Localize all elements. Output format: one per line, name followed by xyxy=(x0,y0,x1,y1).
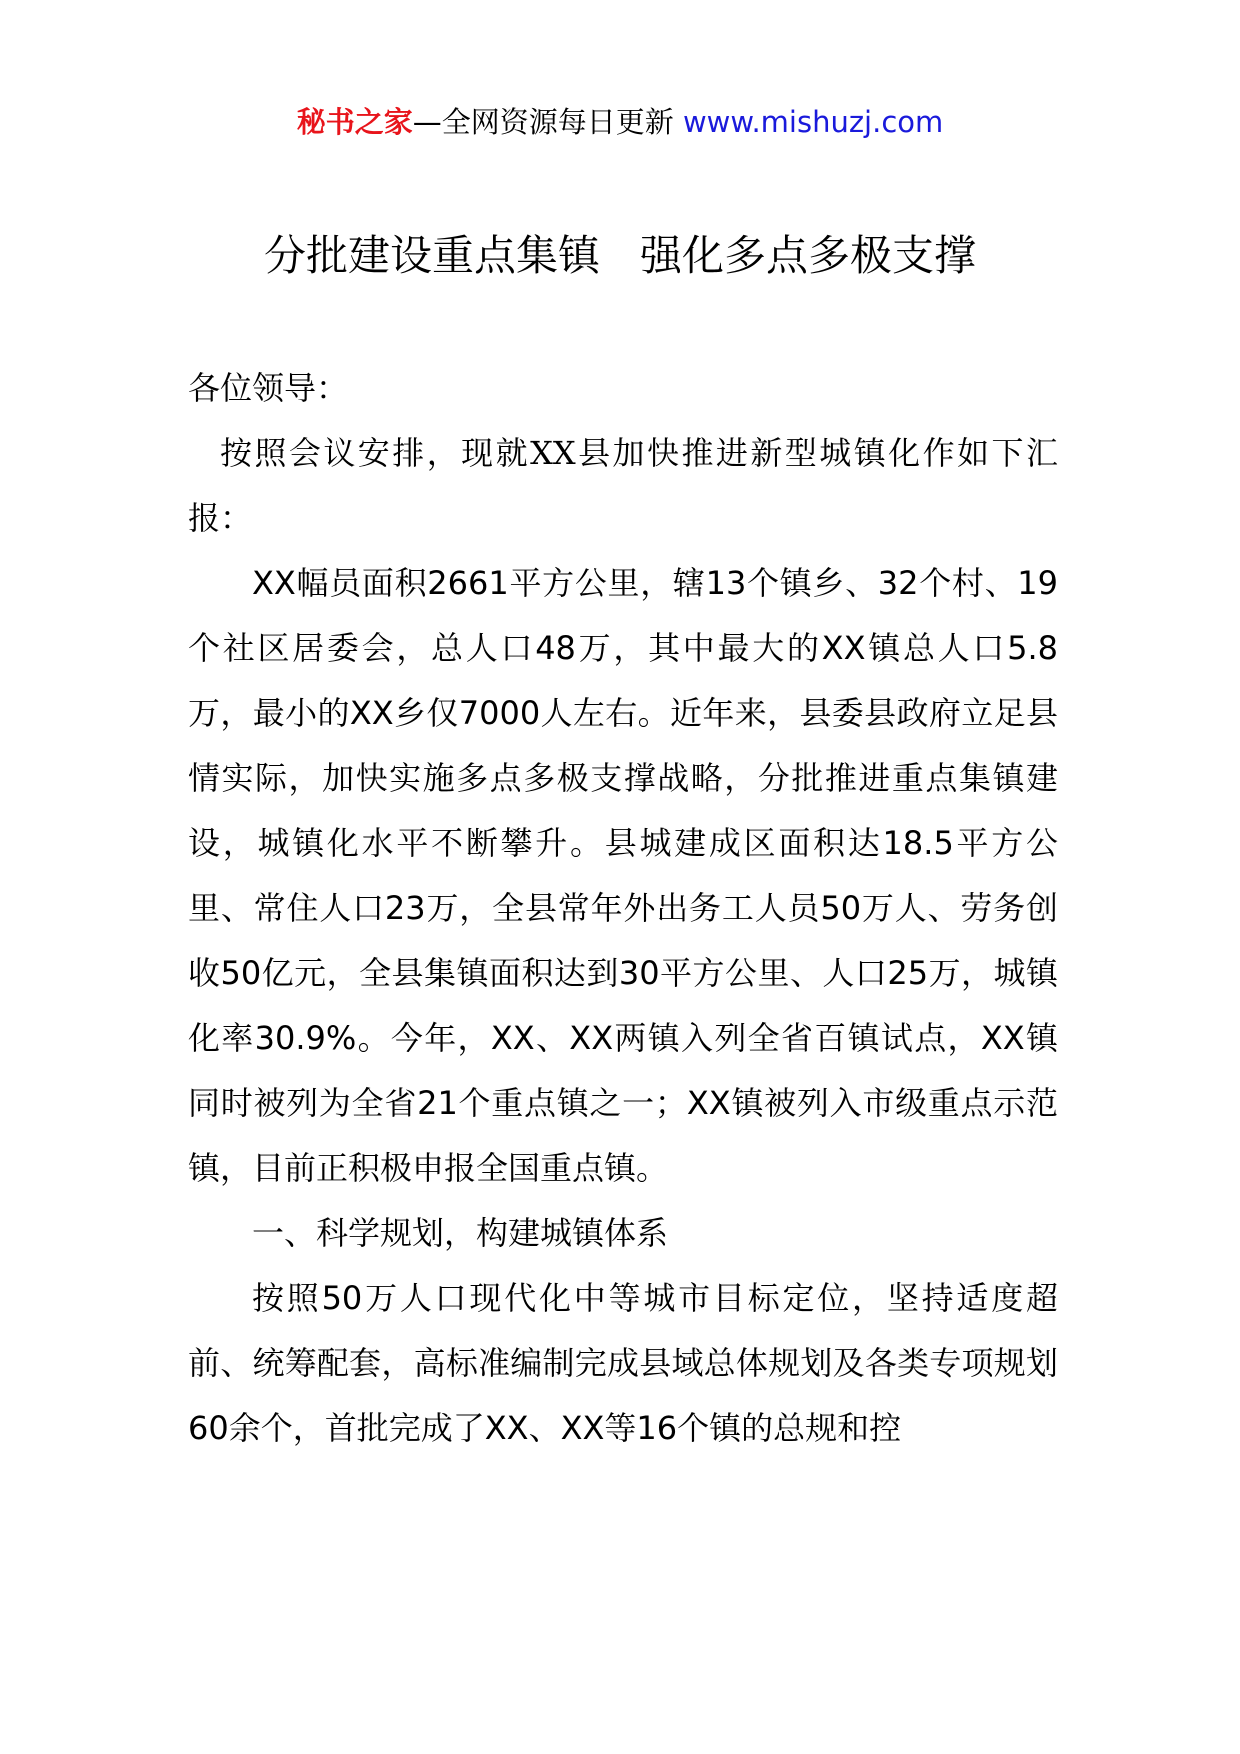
brand-name: 秘书之家 xyxy=(296,105,413,139)
intro-paragraph xyxy=(188,421,1058,551)
salutation: 各位领导： xyxy=(188,369,349,407)
intro-text-before: 按照会议安排，现就 xyxy=(220,434,531,472)
document-title: 分批建设重点集镇 强化多点多极支撑 xyxy=(263,231,977,280)
header-slogan: —全网资源每日更新 xyxy=(412,105,683,139)
overview-paragraph: XX幅员面积2661平方公里，辖13个镇乡、32个村、19个社区居委会，总人口48万，其中最大的XX镇总人口5.8万，最小的XX乡仅7000人左右。近年来，县委县政府立足县情实际，加快实施多点多极支撑战略，分批推进重点集镇建设，城镇化水平不断攀升。县城建成区面积达18.5平方公里、常住人口23万，全县常年外出务工人员50万人、劳务创收50亿元，全县集镇面积达到30平方公里、人口25万，城镇化率30.9%。今年，XX、XX两镇入列全省百镇试点，XX镇同时被列为全省21个重点镇之一；XX镇被列入市级重点示范镇，目前正积极申报全国重点镇。 xyxy=(188,564,1058,1187)
document-body xyxy=(188,356,1058,1461)
intro-text-after: 县加快推进新型城镇化作如下汇报： xyxy=(188,434,1058,537)
site-url-link[interactable]: www.mishuzj.com xyxy=(682,105,944,139)
site-header xyxy=(0,102,1240,142)
section-heading: 一、科学规划，构建城镇体系 xyxy=(252,1214,669,1252)
section-paragraph: 按照50万人口现代化中等城市目标定位，坚持适度超前、统筹配套，高标准编制完成县域总体规划及各类专项规划60余个，首批完成了XX、XX等16个镇的总规和控 xyxy=(188,1279,1058,1447)
intro-county-code: XX xyxy=(530,434,576,472)
